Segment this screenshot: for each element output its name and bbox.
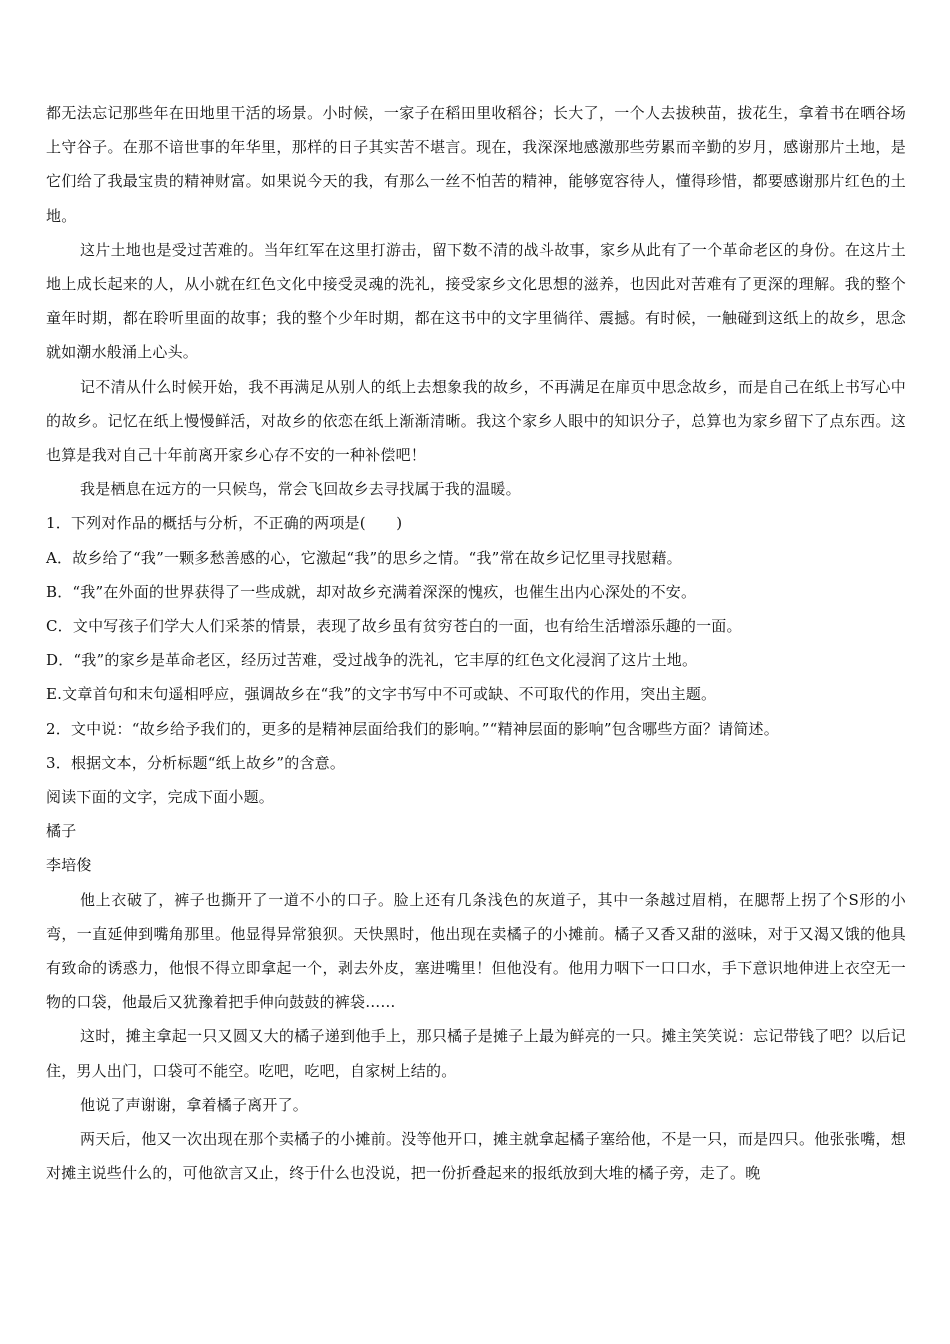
option-b: B．“我”在外面的世界获得了一些成就，却对故乡充满着深深的愧疚，也催生出内心深处的不安。 — [46, 582, 697, 601]
essay-section — [46, 96, 906, 506]
story-paragraph: 他说了声谢谢，拿着橘子离开了。 — [80, 1095, 309, 1114]
story-paragraph: 这时，摊主拿起一只又圆又大的橘子递到他手上，那只橘子是摊子上最为鲜亮的一只。摊主笑笑说：忘记带钱了吧？以后记住，男人出门，口袋可不能空。吃吧，吃吧，自家树上结的。 — [46, 1027, 906, 1080]
reading-instruction: 阅读下面的文字，完成下面小题。 — [46, 788, 275, 807]
essay-paragraph: 我是栖息在远方的一只候鸟，常会飞回故乡去寻找属于我的温暖。 — [80, 480, 521, 499]
story-paragraph: 他上衣破了，裤子也撕开了一道不小的口子。脸上还有几条浅色的灰道子，其中一条越过眉梢，在腮帮上拐了个S形的小弯，一直延伸到嘴角那里。他显得异常狼狈。天快黑时，他出现在卖橘子的小摊前。橘子又香又甜的滋味，对于又渴又饿的他具有致命的诱惑力，他恨不得立即拿起一个，剥去外皮，塞进嘴里！但他没有。他用力咽下一口口水，手下意识地伸进上衣空无一物的口袋，他最后又犹豫着把手伸向鼓鼓的裤袋…… — [46, 890, 906, 1012]
option-d: D．“我”的家乡是革命老区，经历过苦难，受过战争的洗礼，它丰厚的红色文化浸润了这片土地。 — [46, 651, 698, 670]
story-title: 橘子 — [46, 822, 77, 841]
option-e: E.文章首句和末句遥相呼应，强调故乡在“我”的文字书写中不可或缺、不可取代的作用，突出主题。 — [46, 685, 717, 704]
question-3: 3．根据文本，分析标题“纸上故乡”的含意。 — [46, 753, 346, 772]
question-1: 1．下列对作品的概括与分析，不正确的两项是( ) — [46, 514, 403, 533]
story-paragraph: 两天后，他又一次出现在那个卖橘子的小摊前。没等他开口，摊主就拿起橘子塞给他，不是一只，而是四只。他张张嘴，想对摊主说些什么的，可他欲言又止，终于什么也没说，把一份折叠起来的报纸放到大堆的橘子旁，走了。晚 — [46, 1130, 906, 1183]
document-page — [46, 96, 906, 1191]
option-c: C．文中写孩子们学大人们采茶的情景，表现了故乡虽有贫穷苍白的一面，也有给生活增添乐趣的一面。 — [46, 617, 742, 636]
question-2: 2．文中说：“故乡给予我们的，更多的是精神层面给我们的影响。”“精神层面的影响”包含哪些方面？请简述。 — [46, 719, 779, 738]
essay-paragraph: 记不清从什么时候开始，我不再满足从别人的纸上去想象我的故乡，不再满足在扉页中思念故乡，而是自己在纸上书写心中的故乡。记忆在纸上慢慢鲜活，对故乡的依恋在纸上渐渐清晰。我这个家乡人眼中的知识分子，总算也为家乡留下了点东西。这也算是我对自己十年前离开家乡心存不安的一种补偿吧！ — [46, 377, 906, 465]
story-author: 李培俊 — [46, 856, 92, 875]
question-list — [46, 506, 906, 780]
essay-paragraph: 这片土地也是受过苦难的。当年红军在这里打游击，留下数不清的战斗故事，家乡从此有了一个革命老区的身份。在这片土地上成长起来的人，从小就在红色文化中接受灵魂的洗礼，接受家乡文化思想的滋养，也因此对苦难有了更深的理解。我的整个童年时期，都在聆听里面的故事；我的整个少年时期，都在这书中的文字里徜徉、震撼。有时候，一触碰到这纸上的故乡，思念就如潮水般涌上心头。 — [46, 240, 906, 362]
option-a: A．故乡给了“我”一颗多愁善感的心，它激起“我”的思乡之情。“我”常在故乡记忆里寻找慰藉。 — [46, 548, 682, 567]
reading-section — [46, 780, 906, 1190]
essay-paragraph: 都无法忘记那些年在田地里干活的场景。小时候，一家子在稻田里收稻谷；长大了，一个人去拔秧苗，拔花生，拿着书在晒谷场上守谷子。在那不谙世事的年华里，那样的日子其实苦不堪言。现在，我深深地感激那些劳累而辛勤的岁月，感谢那片土地，是它们给了我最宝贵的精神财富。如果说今天的我，有那么一丝不怕苦的精神，能够宽容待人，懂得珍惜，都要感谢那片红色的土地。 — [46, 104, 906, 225]
